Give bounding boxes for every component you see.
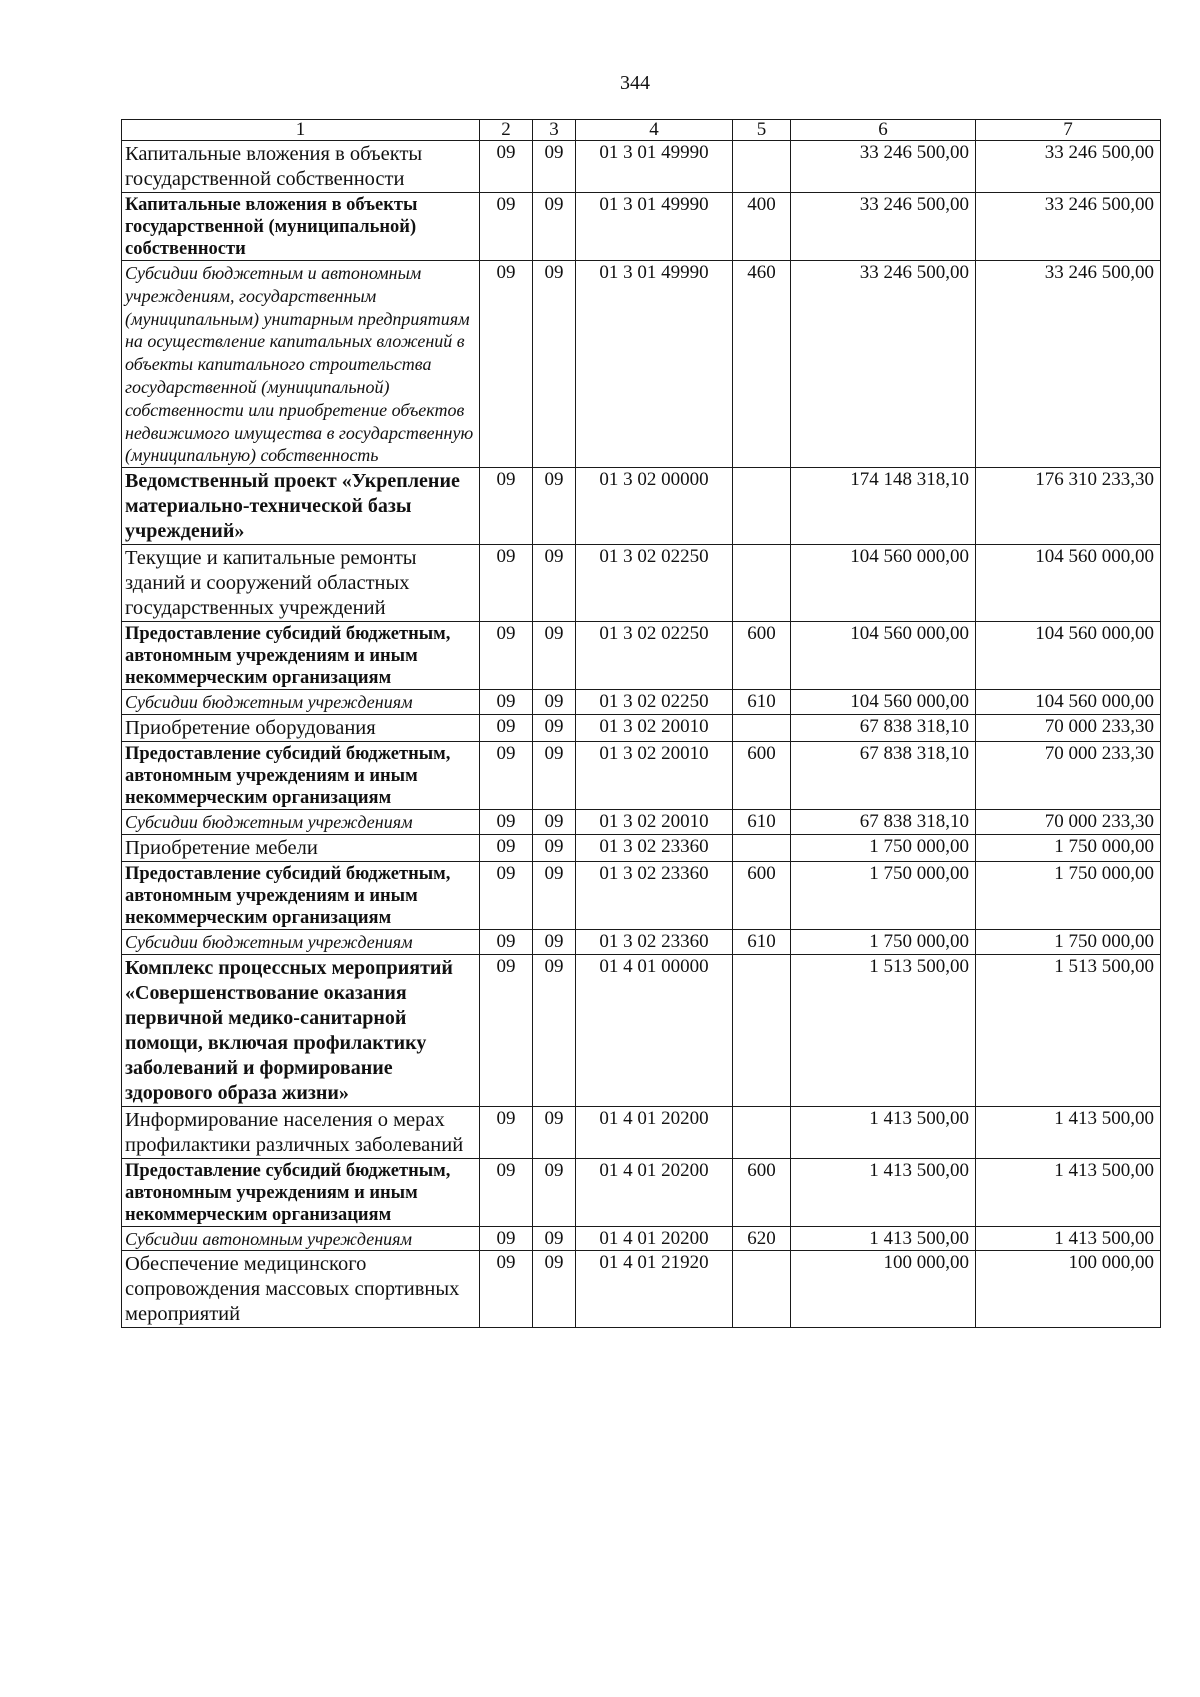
- cell-name: Информирование населения о мерах профилактики различных заболеваний: [122, 1106, 480, 1158]
- table-row: [122, 1226, 1161, 1251]
- cell-expense-type: [733, 545, 791, 622]
- cell-target-article: 01 3 02 23360: [576, 834, 733, 861]
- cell-name: Предоставление субсидий бюджетным, автономным учреждениям и иным некоммерческим организациям: [122, 622, 480, 690]
- cell-amount-year-1: 1 750 000,00: [791, 929, 976, 954]
- cell-name: Ведомственный проект «Укрепление материально-технической базы учреждений»: [122, 468, 480, 545]
- cell-target-article: 01 3 02 23360: [576, 861, 733, 929]
- cell-amount-year-1: 104 560 000,00: [791, 622, 976, 690]
- cell-name: Субсидии бюджетным учреждениям: [122, 690, 480, 715]
- cell-target-article: 01 4 01 20200: [576, 1106, 733, 1158]
- cell-target-article: 01 4 01 00000: [576, 954, 733, 1106]
- cell-name: Субсидии бюджетным учреждениям: [122, 809, 480, 834]
- cell-name: Обеспечение медицинского сопровождения массовых спортивных мероприятий: [122, 1251, 480, 1328]
- cell-amount-year-2: 1 750 000,00: [976, 834, 1161, 861]
- cell-subsection: 09: [533, 141, 576, 193]
- cell-name: Субсидии автономным учреждениям: [122, 1226, 480, 1251]
- table-row: [122, 690, 1161, 715]
- cell-target-article: 01 4 01 21920: [576, 1251, 733, 1328]
- cell-expense-type: 600: [733, 741, 791, 809]
- cell-subsection: 09: [533, 1226, 576, 1251]
- table-row: [122, 954, 1161, 1106]
- cell-amount-year-2: 100 000,00: [976, 1251, 1161, 1328]
- cell-subsection: 09: [533, 1158, 576, 1226]
- cell-amount-year-2: 1 750 000,00: [976, 861, 1161, 929]
- cell-name: Приобретение мебели: [122, 834, 480, 861]
- header-col-5: 5: [733, 120, 791, 141]
- cell-subsection: 09: [533, 1106, 576, 1158]
- cell-subsection: 09: [533, 741, 576, 809]
- cell-target-article: 01 3 02 00000: [576, 468, 733, 545]
- cell-section: 09: [480, 1226, 533, 1251]
- cell-expense-type: 400: [733, 193, 791, 261]
- cell-amount-year-2: 33 246 500,00: [976, 261, 1161, 468]
- cell-subsection: 09: [533, 834, 576, 861]
- header-col-6: 6: [791, 120, 976, 141]
- cell-name: Приобретение оборудования: [122, 714, 480, 741]
- table-row: [122, 468, 1161, 545]
- cell-amount-year-1: 174 148 318,10: [791, 468, 976, 545]
- table-row: [122, 1106, 1161, 1158]
- cell-section: 09: [480, 834, 533, 861]
- cell-amount-year-2: 70 000 233,30: [976, 741, 1161, 809]
- cell-expense-type: 610: [733, 809, 791, 834]
- cell-section: 09: [480, 954, 533, 1106]
- cell-amount-year-2: 176 310 233,30: [976, 468, 1161, 545]
- cell-amount-year-1: 67 838 318,10: [791, 714, 976, 741]
- cell-section: 09: [480, 690, 533, 715]
- cell-target-article: 01 4 01 20200: [576, 1226, 733, 1251]
- cell-subsection: 09: [533, 545, 576, 622]
- cell-amount-year-2: 104 560 000,00: [976, 622, 1161, 690]
- cell-expense-type: [733, 714, 791, 741]
- cell-subsection: 09: [533, 861, 576, 929]
- cell-section: 09: [480, 929, 533, 954]
- cell-expense-type: [733, 1251, 791, 1328]
- cell-section: 09: [480, 622, 533, 690]
- cell-section: 09: [480, 193, 533, 261]
- cell-target-article: 01 3 02 02250: [576, 622, 733, 690]
- table-row: [122, 929, 1161, 954]
- cell-section: 09: [480, 741, 533, 809]
- cell-amount-year-1: 1 413 500,00: [791, 1106, 976, 1158]
- table-row: [122, 809, 1161, 834]
- header-col-1: 1: [122, 120, 480, 141]
- cell-section: 09: [480, 1251, 533, 1328]
- cell-subsection: 09: [533, 690, 576, 715]
- cell-amount-year-1: 100 000,00: [791, 1251, 976, 1328]
- table-row: [122, 141, 1161, 193]
- cell-target-article: 01 3 02 02250: [576, 545, 733, 622]
- cell-name: Комплекс процессных мероприятий «Совершенствование оказания первичной медико-санитарной помощи, включая профилактику заболеваний и формирование здорового образа жизни»: [122, 954, 480, 1106]
- cell-target-article: 01 4 01 20200: [576, 1158, 733, 1226]
- table-row: [122, 622, 1161, 690]
- cell-amount-year-1: 33 246 500,00: [791, 141, 976, 193]
- table-row: [122, 261, 1161, 468]
- cell-amount-year-1: 1 413 500,00: [791, 1226, 976, 1251]
- cell-expense-type: [733, 954, 791, 1106]
- cell-expense-type: 460: [733, 261, 791, 468]
- cell-expense-type: 600: [733, 861, 791, 929]
- cell-subsection: 09: [533, 1251, 576, 1328]
- cell-name: Капитальные вложения в объекты государственной собственности: [122, 141, 480, 193]
- page-number: 344: [620, 72, 650, 94]
- cell-name: Предоставление субсидий бюджетным, автономным учреждениям и иным некоммерческим организациям: [122, 741, 480, 809]
- table-row: [122, 1158, 1161, 1226]
- cell-amount-year-1: 67 838 318,10: [791, 809, 976, 834]
- budget-table: [121, 119, 1161, 1328]
- cell-amount-year-2: 104 560 000,00: [976, 545, 1161, 622]
- cell-amount-year-2: 33 246 500,00: [976, 193, 1161, 261]
- table-row: [122, 1251, 1161, 1328]
- header-col-7: 7: [976, 120, 1161, 141]
- cell-amount-year-2: 33 246 500,00: [976, 141, 1161, 193]
- table-row: [122, 834, 1161, 861]
- cell-amount-year-1: 104 560 000,00: [791, 545, 976, 622]
- header-col-2: 2: [480, 120, 533, 141]
- cell-name: Текущие и капитальные ремонты зданий и сооружений областных государственных учреждений: [122, 545, 480, 622]
- cell-target-article: 01 3 02 20010: [576, 741, 733, 809]
- cell-expense-type: [733, 834, 791, 861]
- header-col-3: 3: [533, 120, 576, 141]
- cell-name: Предоставление субсидий бюджетным, автономным учреждениям и иным некоммерческим организациям: [122, 1158, 480, 1226]
- cell-target-article: 01 3 01 49990: [576, 261, 733, 468]
- cell-expense-type: 610: [733, 690, 791, 715]
- cell-section: 09: [480, 468, 533, 545]
- cell-subsection: 09: [533, 622, 576, 690]
- cell-section: 09: [480, 141, 533, 193]
- cell-subsection: 09: [533, 714, 576, 741]
- cell-name: Субсидии бюджетным учреждениям: [122, 929, 480, 954]
- cell-section: 09: [480, 809, 533, 834]
- cell-section: 09: [480, 861, 533, 929]
- header-col-4: 4: [576, 120, 733, 141]
- cell-target-article: 01 3 02 20010: [576, 714, 733, 741]
- cell-target-article: 01 3 02 20010: [576, 809, 733, 834]
- cell-amount-year-1: 1 750 000,00: [791, 834, 976, 861]
- cell-amount-year-2: 1 413 500,00: [976, 1158, 1161, 1226]
- cell-subsection: 09: [533, 809, 576, 834]
- cell-section: 09: [480, 1106, 533, 1158]
- cell-section: 09: [480, 261, 533, 468]
- cell-subsection: 09: [533, 468, 576, 545]
- cell-name: Капитальные вложения в объекты государственной (муниципальной) собственности: [122, 193, 480, 261]
- table-row: [122, 193, 1161, 261]
- cell-subsection: 09: [533, 954, 576, 1106]
- table-row: [122, 714, 1161, 741]
- cell-amount-year-1: 1 413 500,00: [791, 1158, 976, 1226]
- cell-amount-year-1: 67 838 318,10: [791, 741, 976, 809]
- cell-subsection: 09: [533, 929, 576, 954]
- cell-amount-year-1: 1 750 000,00: [791, 861, 976, 929]
- cell-amount-year-2: 1 413 500,00: [976, 1226, 1161, 1251]
- cell-amount-year-1: 1 513 500,00: [791, 954, 976, 1106]
- cell-amount-year-2: 104 560 000,00: [976, 690, 1161, 715]
- cell-target-article: 01 3 01 49990: [576, 193, 733, 261]
- cell-expense-type: 600: [733, 622, 791, 690]
- cell-name: Предоставление субсидий бюджетным, автономным учреждениям и иным некоммерческим организациям: [122, 861, 480, 929]
- cell-expense-type: 600: [733, 1158, 791, 1226]
- cell-section: 09: [480, 545, 533, 622]
- cell-expense-type: [733, 468, 791, 545]
- cell-subsection: 09: [533, 261, 576, 468]
- header-row: [122, 120, 1161, 141]
- cell-section: 09: [480, 714, 533, 741]
- cell-target-article: 01 3 02 23360: [576, 929, 733, 954]
- cell-expense-type: [733, 1106, 791, 1158]
- cell-subsection: 09: [533, 193, 576, 261]
- cell-expense-type: [733, 141, 791, 193]
- cell-amount-year-2: 70 000 233,30: [976, 714, 1161, 741]
- cell-amount-year-1: 33 246 500,00: [791, 261, 976, 468]
- table-row: [122, 741, 1161, 809]
- table-row: [122, 545, 1161, 622]
- cell-name: Субсидии бюджетным и автономным учреждениям, государственным (муниципальным) унитарным предприятиям на осуществление капитальных вложений в объекты капитального строительства государственной (муниципальной) собственности или приобретение объектов недвижимого имущества в государственную (муниципальную) собственность: [122, 261, 480, 468]
- cell-amount-year-2: 1 750 000,00: [976, 929, 1161, 954]
- cell-section: 09: [480, 1158, 533, 1226]
- cell-expense-type: 620: [733, 1226, 791, 1251]
- cell-amount-year-2: 70 000 233,30: [976, 809, 1161, 834]
- cell-expense-type: 610: [733, 929, 791, 954]
- cell-amount-year-1: 104 560 000,00: [791, 690, 976, 715]
- cell-amount-year-2: 1 413 500,00: [976, 1106, 1161, 1158]
- cell-amount-year-2: 1 513 500,00: [976, 954, 1161, 1106]
- cell-amount-year-1: 33 246 500,00: [791, 193, 976, 261]
- table-row: [122, 861, 1161, 929]
- cell-target-article: 01 3 02 02250: [576, 690, 733, 715]
- cell-target-article: 01 3 01 49990: [576, 141, 733, 193]
